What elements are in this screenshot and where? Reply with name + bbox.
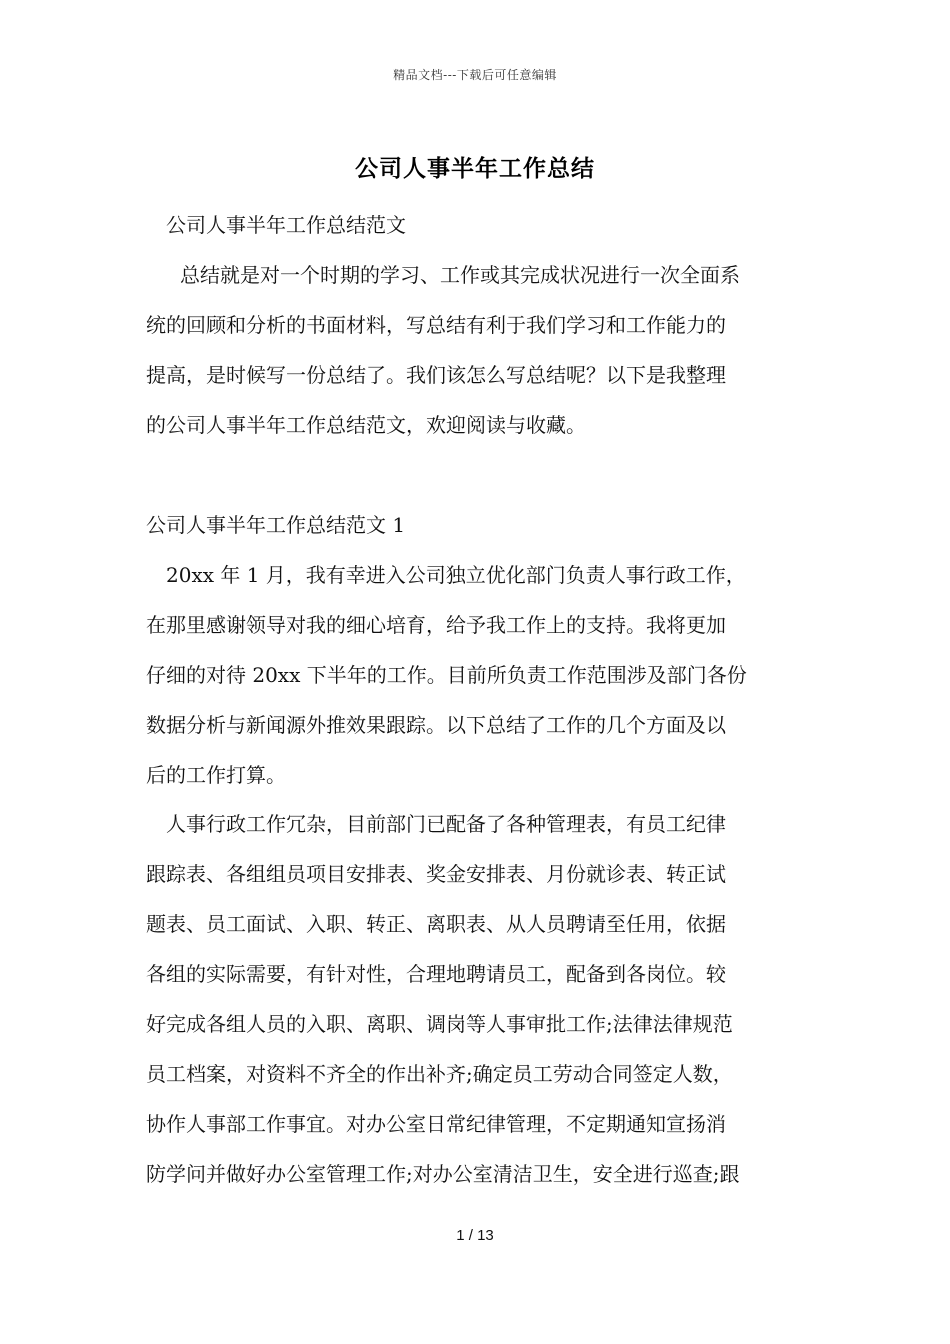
paragraph-line: 提高，是时候写一份总结了。我们该怎么写总结呢？以下是我整理 — [146, 363, 726, 387]
document-title: 公司人事半年工作总结 — [355, 155, 595, 182]
paragraph-line: 统的回顾和分析的书面材料，写总结有利于我们学习和工作能力的 — [146, 313, 726, 337]
paragraph-line: 数据分析与新闻源外推效果跟踪。以下总结了工作的几个方面及以 — [146, 713, 726, 737]
paragraph-line: 的公司人事半年工作总结范文，欢迎阅读与收藏。 — [146, 413, 586, 437]
paragraph-line: 各组的实际需要，有针对性，合理地聘请员工，配备到各岗位。较 — [146, 962, 726, 986]
paragraph-line: 跟踪表、各组组员项目安排表、奖金安排表、月份就诊表、转正试 — [146, 862, 726, 886]
paragraph-line: 防学问并做好办公室管理工作;对办公室清洁卫生，安全进行巡查;跟 — [146, 1162, 740, 1186]
paragraph-line: 20xx 年 1 月，我有幸进入公司独立优化部门负责人事行政工作， — [166, 563, 746, 587]
paragraph-line: 在那里感谢领导对我的细心培育，给予我工作上的支持。我将更加 — [146, 613, 726, 637]
paragraph-line: 总结就是对一个时期的学习、工作或其完成状况进行一次全面系 — [180, 263, 740, 287]
paragraph-line: 好完成各组人员的入职、离职、调岗等人事审批工作;法律法律规范 — [146, 1012, 733, 1036]
paragraph-line: 协作人事部工作事宜。对办公室日常纪律管理，不定期通知宣扬消 — [146, 1112, 726, 1136]
paragraph-line: 仔细的对待 20xx 下半年的工作。目前所负责工作范围涉及部门各份 — [146, 663, 747, 687]
paragraph-line: 员工档案，对资料不齐全的作出补齐;确定员工劳动合同签定人数， — [146, 1062, 733, 1086]
paragraph-line: 题表、员工面试、入职、转正、离职表、从人员聘请至任用，依据 — [146, 912, 726, 936]
paragraph-line: 后的工作打算。 — [146, 763, 286, 787]
document-subtitle: 公司人事半年工作总结范文 — [166, 213, 406, 237]
page-number: 1 / 13 — [456, 1227, 494, 1244]
page-header-note: 精品文档---下载后可任意编辑 — [393, 68, 557, 82]
section-heading: 公司人事半年工作总结范文 1 — [146, 513, 406, 537]
paragraph-line: 人事行政工作冗杂，目前部门已配备了各种管理表，有员工纪律 — [166, 812, 726, 836]
